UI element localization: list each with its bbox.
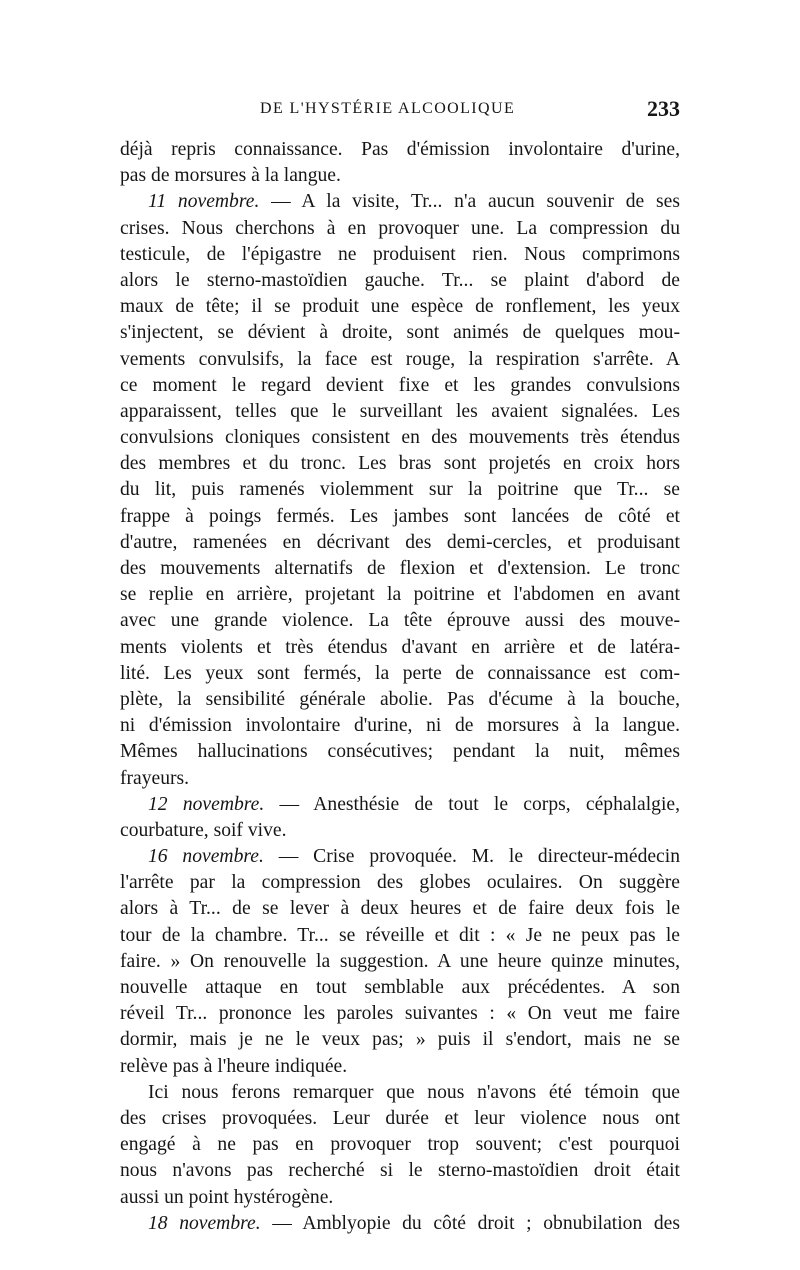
text-line	[120, 1027, 680, 1053]
line-text: du lit, puis ramenés violemment sur la poitrine que Tr... se	[120, 479, 680, 501]
text-line	[120, 1185, 680, 1211]
text-line	[120, 608, 680, 634]
line-text: alors le sterno-mastoïdien gauche. Tr... se plaint d'abord de	[120, 269, 680, 291]
line-text: lité. Les yeux sont fermés, la perte de connaissance est com-	[120, 662, 680, 684]
text-line	[120, 1001, 680, 1027]
line-text: déjà repris connaissance. Pas d'émission involontaire d'urine,	[120, 139, 680, 160]
line-text: — A la visite, Tr... n'a aucun souvenir de ses	[259, 191, 680, 213]
line-text: ni d'émission involontaire d'urine, ni de morsures à la langue.	[120, 715, 680, 737]
text-line	[120, 792, 680, 818]
line-text: tour de la chambre. Tr... se réveille et dit : « Je ne peux pas le	[120, 924, 680, 946]
text-line	[120, 1132, 680, 1158]
page-number: 233	[647, 96, 680, 121]
text-line	[120, 504, 680, 530]
text-line	[120, 242, 680, 268]
line-text: se replie en arrière, projetant la poitrine et l'abdomen en avant	[120, 584, 680, 606]
line-text: des crises provoquées. Leur durée et leur violence nous ont	[120, 1107, 680, 1129]
text-line	[120, 320, 680, 346]
line-text: maux de tête; il se produit une espèce de ronflement, les yeux	[120, 296, 680, 318]
text-line	[120, 818, 680, 844]
line-text: des mouvements alternatifs de flexion et d'extension. Le tronc	[120, 558, 680, 579]
line-text: crises. Nous cherchons à en provoquer une. La compression du	[120, 217, 680, 239]
text-line	[120, 1106, 680, 1132]
line-text: alors à Tr... de se lever à deux heures et de faire deux fois le	[120, 898, 680, 920]
line-text: testicule, de l'épigastre ne produisent rien. Nous comprimons	[120, 243, 680, 265]
text-line	[120, 216, 680, 242]
text-line	[120, 163, 680, 189]
body-text	[120, 137, 680, 1237]
text-line	[120, 373, 680, 399]
text-line	[120, 713, 680, 739]
text-line	[120, 137, 680, 163]
text-line	[120, 923, 680, 949]
line-text: aussi un point hystérogène.	[120, 1186, 334, 1208]
text-line	[120, 687, 680, 713]
text-line	[120, 425, 680, 451]
line-text: ments violents et très étendus d'avant en arrière et de latéra-	[120, 636, 680, 658]
line-text: — Anesthésie de tout le corps, céphalalgie,	[264, 793, 680, 815]
text-line	[120, 189, 680, 215]
line-text: des membres et du tronc. Les bras sont projetés en croix hors	[120, 453, 680, 475]
entry-date: 12 novembre.	[148, 793, 265, 815]
text-line	[120, 975, 680, 1001]
line-text: Ici nous ferons remarquer que nous n'avons été témoin que	[148, 1081, 680, 1103]
text-line	[120, 870, 680, 896]
line-text: frappe à poings fermés. Les jambes sont lancées de côté et	[120, 505, 680, 527]
entry-date: 16 novembre.	[148, 846, 264, 868]
text-line	[120, 1158, 680, 1184]
text-line	[120, 582, 680, 608]
line-text: frayeurs.	[120, 767, 190, 789]
text-line	[120, 896, 680, 922]
text-line	[120, 268, 680, 294]
text-line	[120, 739, 680, 765]
text-line	[120, 477, 680, 503]
text-line	[120, 294, 680, 320]
line-text: convulsions cloniques consistent en des mouvements très étendus	[120, 427, 680, 449]
text-line	[120, 1211, 680, 1237]
text-line	[120, 949, 680, 975]
line-text: pas de morsures à la langue.	[120, 165, 341, 187]
text-line	[120, 347, 680, 373]
entry-date: 18 novembre.	[148, 1212, 261, 1234]
line-text: apparaissent, telles que le surveillant les avaient signalées. Les	[120, 400, 680, 422]
text-line	[120, 530, 680, 556]
text-line	[120, 844, 680, 870]
line-text: engagé à ne pas en provoquer trop souvent; c'est pourquoi	[120, 1134, 680, 1156]
line-text: avec une grande violence. La tête éprouve aussi des mouve-	[120, 610, 680, 632]
text-line	[120, 1080, 680, 1106]
running-title: DE L'HYSTÉRIE ALCOOLIQUE	[260, 100, 516, 117]
line-text: ce moment le regard devient fixe et les grandes convulsions	[120, 374, 680, 396]
text-line	[120, 399, 680, 425]
line-text: plète, la sensibilité générale abolie. Pas d'écume à la bouche,	[120, 688, 680, 710]
line-text: vements convulsifs, la face est rouge, la respiration s'arrête. A	[120, 348, 680, 370]
line-text: Mêmes hallucinations consécutives; pendant la nuit, mêmes	[120, 741, 680, 763]
text-line	[120, 451, 680, 477]
text-line	[120, 1054, 680, 1080]
line-text: nouvelle attaque en tout semblable aux précédentes. A son	[120, 977, 680, 998]
text-line	[120, 556, 680, 582]
line-text: s'injectent, se dévient à droite, sont animés de quelques mou-	[120, 322, 680, 344]
line-text: — Amblyopie du côté droit ; obnubilation des	[260, 1212, 680, 1234]
running-head	[120, 96, 680, 130]
line-text: l'arrête par la compression des globes oculaires. On suggère	[120, 872, 680, 894]
line-text: faire. » On renouvelle la suggestion. A une heure quinze minutes,	[120, 950, 680, 972]
line-text: relève pas à l'heure indiquée.	[120, 1055, 348, 1077]
line-text: — Crise provoquée. M. le directeur-médecin	[263, 846, 680, 868]
line-text: dormir, mais je ne le veux pas; » puis il s'endort, mais ne se	[120, 1029, 680, 1051]
line-text: réveil Tr... prononce les paroles suivantes : « On veut me faire	[120, 1003, 680, 1025]
line-text: nous n'avons pas recherché si le sterno-mastoïdien droit était	[120, 1160, 680, 1182]
text-line	[120, 635, 680, 661]
text-line	[120, 661, 680, 687]
line-text: d'autre, ramenées en décrivant des demi-cercles, et produisant	[120, 531, 680, 553]
text-line	[120, 766, 680, 792]
line-text: courbature, soif vive.	[120, 819, 287, 841]
entry-date: 11 novembre.	[148, 191, 260, 213]
